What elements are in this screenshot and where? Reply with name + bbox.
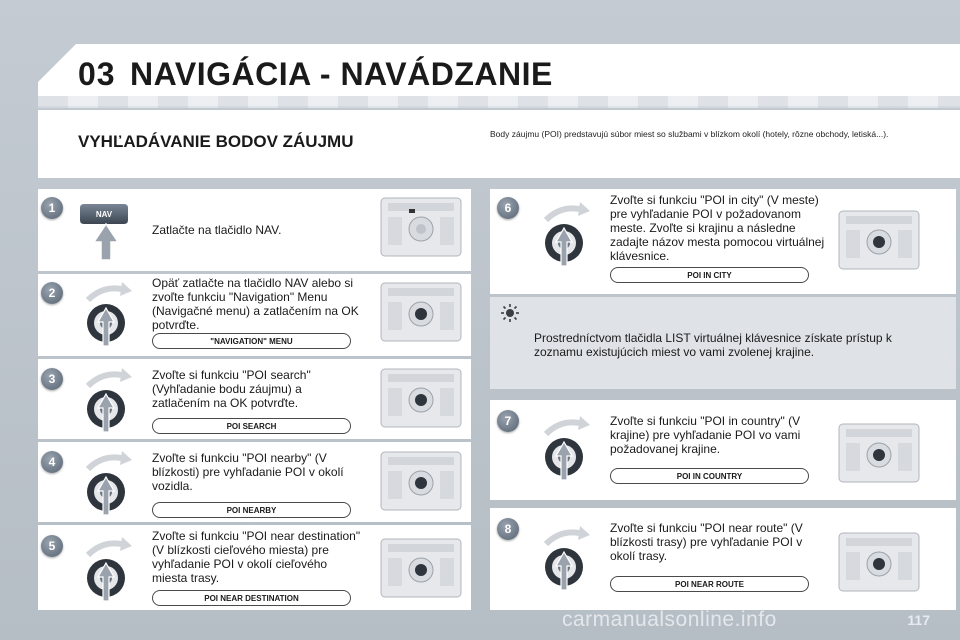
rotary-knob-icon: [74, 447, 144, 517]
rotary-knob-icon: [74, 364, 144, 434]
rotary-knob-icon: [532, 412, 602, 482]
step-2-menu-pill: "NAVIGATION" MENU: [152, 333, 351, 349]
step-1-number: 1: [41, 197, 63, 219]
step-6-text: Zvoľte si funkciu "POI in city" (V meste) pre vyhľadanie POI v požadovanom meste. Zvoľte si krajinu a následne zadajte názov mesta pomocou virtuálnej klávesnice.: [610, 193, 825, 263]
rotary-knob-icon: [74, 278, 144, 348]
press-arrow-icon: [86, 222, 126, 262]
step-7-menu-pill: POI IN COUNTRY: [610, 468, 809, 484]
tip-text: Prostredníctvom tlačidla LIST virtuálnej klávesnice získate prístup k zoznamu existujúcich miest vo vami zvolenej krajine.: [534, 331, 892, 359]
step-1-device-icon: [380, 197, 462, 257]
step-6-menu-pill: POI IN CITY: [610, 267, 809, 283]
step-4-number: 4: [41, 451, 63, 473]
step-8-device-icon: [838, 532, 920, 592]
step-3-number: 3: [41, 368, 63, 390]
step-5-text: Zvoľte si funkciu "POI near destination" (V blízkosti cieľového miesta) pre vyhľadanie POI v okolí cieľového miesta trasy.: [152, 529, 361, 585]
step-6-device-icon: [838, 210, 920, 270]
step-7-number: 7: [497, 410, 519, 432]
step-4-text: Zvoľte si funkciu "POI nearby" (V blízkosti) pre vyhľadanie POI v okolí vozidla.: [152, 451, 344, 493]
step-6-number: 6: [497, 197, 519, 219]
step-5-device-icon: [380, 538, 462, 598]
chapter-number: 03: [78, 56, 116, 92]
nav-button-label: NAV: [95, 210, 113, 219]
step-1-text: Zatlačte na tlačidlo NAV.: [152, 223, 282, 237]
step-8-number: 8: [497, 518, 519, 540]
step-2-number: 2: [41, 282, 63, 304]
step-3-device-icon: [380, 368, 462, 428]
step-5-number: 5: [41, 535, 63, 557]
lightbulb-icon: [500, 303, 520, 323]
step-5-menu-pill: POI NEAR DESTINATION: [152, 590, 351, 606]
step-4-menu-pill: POI NEARBY: [152, 502, 351, 518]
step-2-text: Opäť zatlačte na tlačidlo NAV alebo si zvoľte funkciu "Navigation" Menu (Navigačné menu) a zatlačením na OK potvrďte.: [152, 276, 359, 332]
watermark: carmanualsonline.info: [562, 608, 777, 631]
rotary-knob-icon: [74, 533, 144, 603]
section-title: VYHĽADÁVANIE BODOV ZÁUJMU: [78, 132, 354, 151]
rotary-knob-icon: [532, 522, 602, 592]
step-3-menu-pill: POI SEARCH: [152, 418, 351, 434]
intro-text: Body záujmu (POI) predstavujú súbor miest so službami v blízkom okolí (hotely, rôzne obchody, letiská...).: [490, 129, 889, 139]
chapter-title: NAVIGÁCIA - NAVÁDZANIE: [130, 56, 553, 92]
step-3-text: Zvoľte si funkciu "POI search" (Vyhľadanie bodu záujmu) a zatlačením na OK potvrďte.: [152, 368, 311, 410]
page-number: 117: [907, 612, 930, 628]
step-8-menu-pill: POI NEAR ROUTE: [610, 576, 809, 592]
header-wave-decoration: [38, 96, 960, 108]
step-2-device-icon: [380, 282, 462, 342]
step-7-device-icon: [838, 423, 920, 483]
step-7-text: Zvoľte si funkciu "POI in country" (V krajine) pre vyhľadanie POI vo vami požadovanej krajine.: [610, 414, 801, 456]
step-8-text: Zvoľte si funkciu "POI near route" (V blízkosti trasy) pre vyhľadanie POI v okolí trasy.: [610, 521, 803, 563]
step-4-device-icon: [380, 451, 462, 511]
rotary-knob-icon: [532, 198, 602, 268]
